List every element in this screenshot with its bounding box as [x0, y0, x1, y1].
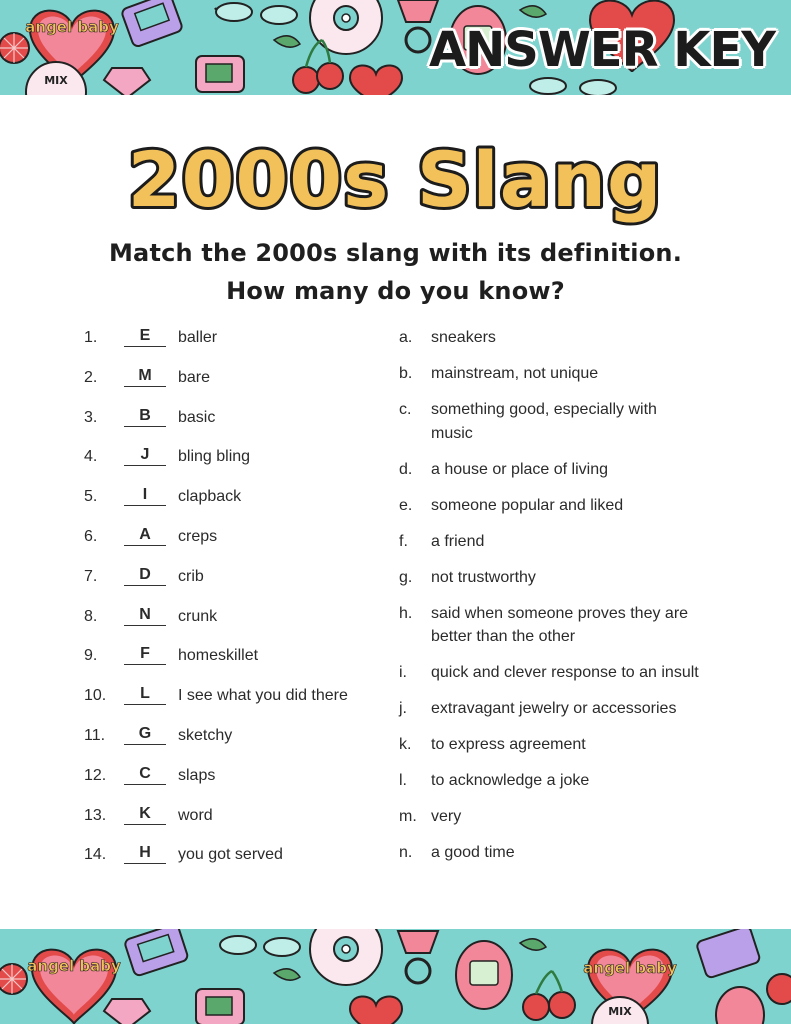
definition-text: extravagant jewelry or accessories	[431, 700, 677, 717]
definition-row	[399, 841, 729, 865]
definition-letter: m.	[399, 808, 417, 825]
answer-blank: M	[124, 366, 166, 387]
slang-term: I see what you did there	[178, 687, 348, 705]
definition-row	[399, 458, 729, 482]
term-number: 14.	[84, 846, 107, 864]
definition-row	[399, 494, 729, 518]
definition-text: to acknowledge a joke	[431, 772, 590, 789]
heart-sticker-text: angel baby	[583, 959, 677, 977]
term-row	[84, 804, 384, 844]
definition-text: a good time	[431, 844, 515, 861]
slang-term: crib	[178, 567, 204, 585]
answer-blank: E	[124, 326, 166, 347]
definition-letter: e.	[399, 496, 413, 514]
definition-letter: c.	[399, 401, 412, 418]
answer-blank: I	[124, 485, 166, 506]
instructions-line-1: Match the 2000s slang with its definition.	[108, 239, 683, 267]
definition-row	[399, 602, 699, 649]
cd-mix-text: MIX	[44, 74, 68, 87]
definition-row	[399, 769, 729, 793]
definition-letter: l.	[399, 772, 407, 789]
term-row	[84, 366, 384, 406]
definition-row	[399, 566, 729, 590]
answer-blank: H	[124, 843, 166, 864]
definition-letter: k.	[399, 736, 412, 753]
term-row	[84, 684, 384, 724]
answer-blank: N	[124, 605, 166, 626]
instructions	[0, 234, 791, 310]
term-number: 2.	[84, 368, 98, 386]
definition-text: not trustworthy	[431, 568, 536, 586]
term-number: 9.	[84, 647, 98, 665]
top-banner	[0, 0, 791, 95]
answer-blank: B	[124, 406, 166, 427]
term-row	[84, 724, 384, 764]
term-row	[84, 843, 384, 883]
definition-row	[399, 530, 729, 554]
slang-terms-list	[84, 326, 384, 883]
definition-letter: f.	[399, 532, 408, 550]
definition-letter: b.	[399, 365, 413, 382]
slang-term: creps	[178, 527, 218, 545]
definition-text: someone popular and liked	[431, 496, 624, 514]
definition-row	[399, 661, 729, 685]
definition-text: quick and clever response to an insult	[431, 664, 699, 681]
term-row	[84, 445, 384, 485]
answer-blank: F	[124, 644, 166, 665]
term-number: 5.	[84, 488, 98, 506]
definition-letter: j.	[399, 700, 407, 717]
slang-term: you got served	[178, 846, 283, 864]
definition-letter: g.	[399, 568, 413, 586]
definition-row	[399, 733, 729, 757]
answer-blank: J	[124, 445, 166, 466]
definition-letter: i.	[399, 664, 407, 681]
term-row	[84, 764, 384, 804]
slang-term: word	[178, 806, 213, 824]
slang-term: crunk	[178, 607, 218, 625]
definition-letter: d.	[399, 460, 413, 478]
term-row	[84, 326, 384, 366]
slang-term: baller	[178, 329, 218, 346]
definitions-list	[399, 326, 729, 877]
bottom-banner	[0, 929, 791, 1024]
term-number: 12.	[84, 766, 107, 784]
definition-letter: h.	[399, 604, 413, 622]
instructions-line-2: How many do you know?	[226, 277, 565, 305]
cd-mix-text: MIX	[608, 1005, 632, 1018]
definition-text: sneakers	[431, 329, 496, 346]
term-number: 1.	[84, 329, 98, 346]
term-row	[84, 605, 384, 645]
term-number: 11.	[84, 726, 106, 744]
answer-blank: A	[124, 525, 166, 546]
term-number: 3.	[84, 408, 98, 426]
slang-term: basic	[178, 408, 216, 426]
answer-key-badge: ANSWER KEY	[428, 22, 775, 78]
slang-term: sketchy	[178, 726, 233, 744]
term-row	[84, 525, 384, 565]
term-number: 6.	[84, 527, 98, 545]
term-number: 4.	[84, 448, 98, 466]
answer-blank: K	[124, 804, 166, 825]
definition-text: very	[431, 808, 462, 825]
answer-blank: C	[124, 764, 166, 785]
definition-text: to express agreement	[431, 736, 586, 753]
term-row	[84, 485, 384, 525]
term-row	[84, 644, 384, 684]
heart-sticker-text: angel baby	[27, 957, 121, 975]
definition-row	[399, 362, 729, 386]
slang-term: bling bling	[178, 448, 251, 466]
term-number: 13.	[84, 806, 107, 824]
page-title	[0, 130, 791, 230]
slang-term: bare	[178, 368, 211, 386]
definition-text: mainstream, not unique	[431, 365, 599, 382]
definition-row	[399, 398, 699, 445]
heart-sticker-text: angel baby	[25, 18, 119, 36]
definition-letter: a.	[399, 329, 413, 346]
definition-letter: n.	[399, 844, 413, 861]
answer-blank: G	[124, 724, 166, 745]
answer-blank: L	[124, 684, 166, 705]
term-number: 10.	[84, 687, 107, 705]
definition-row	[399, 805, 729, 829]
slang-term: homeskillet	[178, 647, 259, 665]
slang-term: clapback	[178, 488, 242, 506]
definition-text: said when someone proves they are better than the other	[431, 604, 689, 645]
term-number: 7.	[84, 567, 98, 585]
definition-row	[399, 697, 729, 721]
page-title-text: 2000s Slang	[127, 135, 663, 224]
definition-text: a house or place of living	[431, 460, 608, 478]
term-row	[84, 406, 384, 446]
slang-term: slaps	[178, 766, 216, 784]
definition-text: something good, especially with music	[431, 401, 657, 442]
answer-blank: D	[124, 565, 166, 586]
term-number: 8.	[84, 607, 98, 625]
retro-pattern-graphic	[0, 929, 791, 1024]
definition-text: a friend	[431, 532, 485, 550]
definition-row	[399, 326, 729, 350]
term-row	[84, 565, 384, 605]
